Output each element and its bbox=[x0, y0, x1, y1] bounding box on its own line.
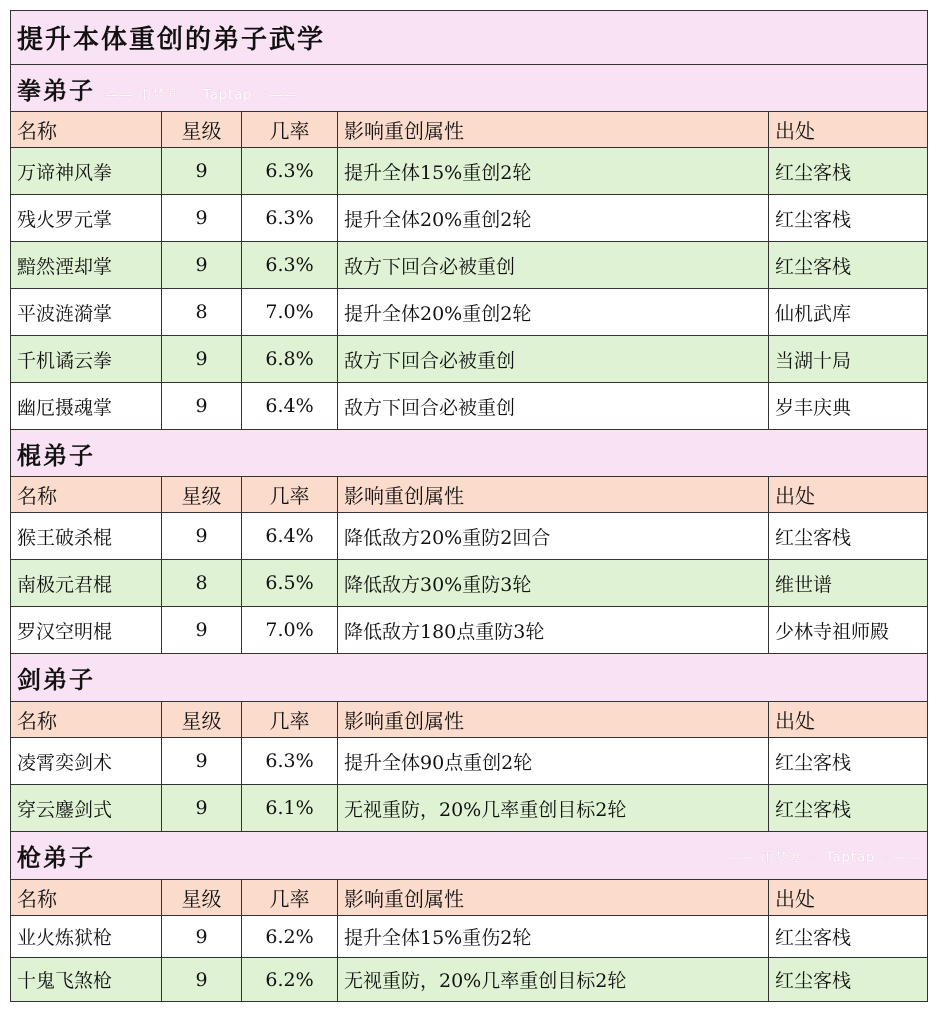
cell-name: 平波涟漪掌 bbox=[11, 289, 162, 336]
header-rate: 几率 bbox=[242, 702, 338, 738]
cell-effect: 提升全体20%重创2轮 bbox=[338, 289, 769, 336]
cell-source: 维世谱 bbox=[769, 560, 928, 607]
cell-source: 岁丰庆典 bbox=[769, 383, 928, 430]
section-row bbox=[11, 65, 928, 112]
header-effect: 影响重创属性 bbox=[338, 880, 769, 916]
cell-star: 9 bbox=[162, 383, 242, 430]
cell-rate: 6.4% bbox=[242, 383, 338, 430]
cell-source: 红尘客栈 bbox=[769, 148, 928, 195]
cell-star: 9 bbox=[162, 785, 242, 832]
cell-name: 穿云鏖剑式 bbox=[11, 785, 162, 832]
section-row bbox=[11, 654, 928, 702]
table-row bbox=[11, 242, 928, 289]
watermark: —— 雨梦寒 ☆ Taptap ☆—— bbox=[105, 87, 299, 103]
cell-rate: 6.4% bbox=[242, 513, 338, 560]
header-source: 出处 bbox=[769, 112, 928, 148]
section-title: 棍弟子 bbox=[11, 430, 928, 477]
cell-rate: 6.3% bbox=[242, 242, 338, 289]
cell-effect: 敌方下回合必被重创 bbox=[338, 242, 769, 289]
cell-name: 残火罗元掌 bbox=[11, 195, 162, 242]
header-effect: 影响重创属性 bbox=[338, 112, 769, 148]
cell-source: 红尘客栈 bbox=[769, 242, 928, 289]
cell-rate: 6.3% bbox=[242, 738, 338, 785]
cell-rate: 6.3% bbox=[242, 195, 338, 242]
table-row bbox=[11, 785, 928, 832]
watermark-right: —— 雨梦寒 ☆ Taptap ☆—— bbox=[727, 850, 922, 865]
cell-star: 9 bbox=[162, 513, 242, 560]
table-row bbox=[11, 607, 928, 654]
table-row bbox=[11, 289, 928, 336]
cell-star: 8 bbox=[162, 289, 242, 336]
cell-name: 幽厄摄魂掌 bbox=[11, 383, 162, 430]
cell-star: 9 bbox=[162, 336, 242, 383]
cell-rate: 6.5% bbox=[242, 560, 338, 607]
cell-rate: 7.0% bbox=[242, 289, 338, 336]
cell-star: 9 bbox=[162, 148, 242, 195]
cell-star: 9 bbox=[162, 958, 242, 1002]
header-row bbox=[11, 477, 928, 513]
section-row bbox=[11, 832, 928, 880]
cell-name: 千机谲云拳 bbox=[11, 336, 162, 383]
header-row bbox=[11, 880, 928, 916]
cell-star: 8 bbox=[162, 560, 242, 607]
cell-effect: 提升全体20%重创2轮 bbox=[338, 195, 769, 242]
cell-star: 9 bbox=[162, 916, 242, 958]
cell-name: 凌霄奕剑术 bbox=[11, 738, 162, 785]
header-rate: 几率 bbox=[242, 477, 338, 513]
cell-source: 仙机武库 bbox=[769, 289, 928, 336]
cell-rate: 6.1% bbox=[242, 785, 338, 832]
cell-source: 红尘客栈 bbox=[769, 738, 928, 785]
cell-name: 南极元君棍 bbox=[11, 560, 162, 607]
cell-rate: 7.0% bbox=[242, 607, 338, 654]
table-row bbox=[11, 958, 928, 1002]
cell-effect: 提升全体15%重创2轮 bbox=[338, 148, 769, 195]
header-source: 出处 bbox=[769, 702, 928, 738]
cell-source: 红尘客栈 bbox=[769, 195, 928, 242]
skills-table bbox=[10, 10, 928, 1002]
cell-star: 9 bbox=[162, 607, 242, 654]
header-star: 星级 bbox=[162, 112, 242, 148]
table-row bbox=[11, 513, 928, 560]
title-row bbox=[11, 11, 928, 65]
header-star: 星级 bbox=[162, 477, 242, 513]
cell-effect: 降低敌方20%重防2回合 bbox=[338, 513, 769, 560]
cell-name: 业火炼狱枪 bbox=[11, 916, 162, 958]
table-row bbox=[11, 148, 928, 195]
header-source: 出处 bbox=[769, 880, 928, 916]
header-effect: 影响重创属性 bbox=[338, 702, 769, 738]
cell-rate: 6.3% bbox=[242, 148, 338, 195]
header-name: 名称 bbox=[11, 112, 162, 148]
cell-effect: 无视重防，20%几率重创目标2轮 bbox=[338, 958, 769, 1002]
header-star: 星级 bbox=[162, 880, 242, 916]
cell-star: 9 bbox=[162, 195, 242, 242]
header-name: 名称 bbox=[11, 880, 162, 916]
cell-effect: 降低敌方180点重防3轮 bbox=[338, 607, 769, 654]
table-row bbox=[11, 195, 928, 242]
header-rate: 几率 bbox=[242, 112, 338, 148]
table-row bbox=[11, 383, 928, 430]
cell-rate: 6.2% bbox=[242, 916, 338, 958]
cell-name: 万谛神风拳 bbox=[11, 148, 162, 195]
cell-star: 9 bbox=[162, 738, 242, 785]
cell-source: 红尘客栈 bbox=[769, 513, 928, 560]
header-effect: 影响重创属性 bbox=[338, 477, 769, 513]
cell-effect: 敌方下回合必被重创 bbox=[338, 383, 769, 430]
cell-source: 少林寺祖师殿 bbox=[769, 607, 928, 654]
section-title: 枪弟子 bbox=[17, 843, 95, 872]
table-row bbox=[11, 738, 928, 785]
cell-star: 9 bbox=[162, 242, 242, 289]
cell-rate: 6.2% bbox=[242, 958, 338, 1002]
cell-effect: 降低敌方30%重防3轮 bbox=[338, 560, 769, 607]
cell-source: 红尘客栈 bbox=[769, 785, 928, 832]
header-name: 名称 bbox=[11, 702, 162, 738]
header-row bbox=[11, 112, 928, 148]
cell-name: 猴王破杀棍 bbox=[11, 513, 162, 560]
table-row bbox=[11, 336, 928, 383]
table-row bbox=[11, 560, 928, 607]
header-star: 星级 bbox=[162, 702, 242, 738]
header-name: 名称 bbox=[11, 477, 162, 513]
cell-source: 红尘客栈 bbox=[769, 916, 928, 958]
header-rate: 几率 bbox=[242, 880, 338, 916]
cell-effect: 敌方下回合必被重创 bbox=[338, 336, 769, 383]
section-title: 拳弟子 bbox=[17, 75, 95, 105]
cell-effect: 无视重防，20%几率重创目标2轮 bbox=[338, 785, 769, 832]
section-title: 剑弟子 bbox=[11, 654, 928, 702]
cell-effect: 提升全体15%重伤2轮 bbox=[338, 916, 769, 958]
table-row bbox=[11, 916, 928, 958]
cell-name: 黯然湮却掌 bbox=[11, 242, 162, 289]
cell-source: 红尘客栈 bbox=[769, 958, 928, 1002]
page-title: 提升本体重创的弟子武学 bbox=[11, 11, 928, 65]
cell-effect: 提升全体90点重创2轮 bbox=[338, 738, 769, 785]
header-row bbox=[11, 702, 928, 738]
cell-name: 罗汉空明棍 bbox=[11, 607, 162, 654]
cell-source: 当湖十局 bbox=[769, 336, 928, 383]
section-row bbox=[11, 430, 928, 477]
cell-name: 十鬼飞煞枪 bbox=[11, 958, 162, 1002]
cell-rate: 6.8% bbox=[242, 336, 338, 383]
header-source: 出处 bbox=[769, 477, 928, 513]
